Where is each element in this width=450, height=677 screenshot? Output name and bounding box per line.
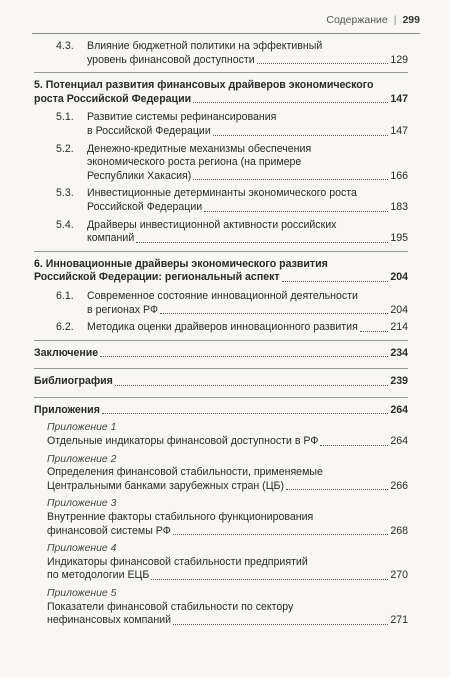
toc-entry-5-1[interactable] — [34, 111, 408, 138]
toc-appendix-1[interactable] — [34, 435, 408, 449]
entry-title-cont: Республики Хакасия) — [87, 169, 192, 182]
appendix-page: 268 — [390, 524, 408, 537]
chapter-title: 5. Потенциал развития финансовых драйверов экономического — [34, 79, 374, 92]
leader-dots — [136, 242, 388, 243]
appendix-page: 264 — [390, 435, 408, 448]
bibliography-page: 239 — [390, 375, 408, 388]
entry-number: 6.1. — [56, 289, 74, 302]
entry-number: 4.3. — [56, 40, 74, 52]
entry-number: 6.2. — [56, 321, 74, 334]
chapter-title-cont: роста Российской Федерации — [34, 92, 192, 105]
running-header — [326, 14, 420, 26]
toc-appendix-4[interactable] — [34, 556, 408, 583]
entry-title-cont: уровень финансовой доступности — [87, 53, 255, 66]
leader-dots — [282, 281, 389, 282]
entry-title-cont: компаний — [87, 232, 135, 245]
appendix-label: Приложение 1 — [47, 422, 117, 434]
toc-entry-4-3[interactable] — [34, 40, 408, 67]
appendices-label: Приложения — [34, 403, 100, 416]
toc-entry-5-3[interactable] — [34, 187, 408, 214]
appendix-title-cont: финансовой системы РФ — [47, 524, 171, 537]
divider — [34, 72, 408, 73]
appendices-page: 264 — [390, 403, 408, 416]
entry-number: 5.2. — [56, 142, 74, 155]
leader-dots — [160, 313, 388, 314]
leader-dots — [193, 102, 388, 103]
table-of-contents — [34, 40, 408, 632]
entry-page: 166 — [390, 169, 408, 182]
header-separator: | — [393, 14, 397, 26]
entry-title: Современное состояние инновационной деятельности — [87, 289, 358, 302]
header-section-title: Содержание — [326, 14, 388, 26]
appendix-page: 270 — [390, 569, 408, 582]
toc-conclusion[interactable] — [34, 347, 408, 361]
divider — [34, 251, 408, 252]
entry-title: Денежно-кредитные механизмы обеспечения — [87, 142, 312, 155]
leader-dots — [102, 413, 388, 414]
divider — [34, 397, 408, 398]
toc-entry-5-2[interactable] — [34, 143, 408, 184]
entry-title-cont: в Российской Федерации — [87, 124, 211, 137]
toc-appendices[interactable] — [34, 404, 408, 418]
appendix-title: Внутренние факторы стабильного функционирования — [47, 511, 314, 524]
entry-title: Влияние бюджетной политики на эффективный — [87, 40, 323, 52]
chapter-page: 204 — [390, 271, 408, 284]
appendix-label: Приложение 2 — [47, 453, 117, 465]
leader-dots — [204, 211, 388, 212]
toc-entry-6-1[interactable] — [34, 290, 408, 317]
leader-dots — [213, 135, 389, 136]
entry-title-cont: экономического роста региона (на примере — [87, 156, 302, 169]
entry-title-cont: Российской Федерации — [87, 200, 203, 213]
chapter-title: 6. Инновационные драйверы экономического развития — [34, 257, 328, 270]
appendix-title-cont: Центральными банками зарубежных стран (ЦБ) — [47, 479, 285, 492]
appendix-label: Приложение 5 — [47, 588, 117, 599]
entry-page: 214 — [390, 321, 408, 334]
header-page-number: 299 — [402, 14, 420, 26]
appendix-title: Индикаторы финансовой стабильности предприятий — [47, 555, 308, 568]
divider — [34, 368, 408, 369]
header-rule — [32, 33, 420, 34]
appendix-title: Определения финансовой стабильности, применяемые — [47, 466, 323, 479]
entry-title-cont: в регионах РФ — [87, 303, 159, 316]
entry-number: 5.1. — [56, 111, 74, 124]
toc-appendix-3[interactable] — [34, 511, 408, 538]
leader-dots — [100, 356, 388, 357]
divider — [34, 340, 408, 341]
chapter-title-cont: Российской Федерации: региональный аспект — [34, 271, 280, 284]
bibliography-label: Библиография — [34, 375, 113, 388]
appendix-label: Приложение 3 — [47, 498, 117, 510]
toc-appendix-2[interactable] — [34, 466, 408, 493]
entry-page: 129 — [390, 53, 408, 66]
appendix-title: Отдельные индикаторы финансовой доступности в РФ — [47, 435, 319, 448]
entry-page: 183 — [390, 200, 408, 213]
entry-title: Инвестиционные детерминанты экономического роста — [87, 187, 357, 200]
toc-entry-5-4[interactable] — [34, 219, 408, 246]
appendix-title: Показатели финансовой стабильности по сектору — [47, 600, 294, 613]
leader-dots — [115, 385, 388, 386]
leader-dots — [193, 179, 388, 180]
conclusion-label: Заключение — [34, 346, 99, 359]
leader-dots — [286, 489, 388, 490]
entry-page: 147 — [390, 124, 408, 137]
entry-title: Развитие системы рефинансирования — [87, 111, 277, 124]
appendix-title-cont: нефинансовых компаний — [47, 614, 172, 627]
entry-page: 204 — [390, 303, 408, 316]
toc-appendix-5[interactable] — [34, 601, 408, 628]
toc-bibliography[interactable] — [34, 375, 408, 389]
leader-dots — [173, 624, 388, 625]
toc-entry-6-2[interactable] — [34, 321, 408, 335]
entry-number: 5.3. — [56, 187, 74, 200]
leader-dots — [320, 445, 388, 446]
conclusion-page: 234 — [390, 346, 408, 359]
toc-chapter-5[interactable] — [34, 79, 408, 106]
leader-dots — [151, 579, 388, 580]
leader-dots — [173, 534, 389, 535]
chapter-page: 147 — [390, 92, 408, 105]
appendix-page: 266 — [390, 479, 408, 492]
toc-chapter-6[interactable] — [34, 258, 408, 285]
leader-dots — [257, 63, 389, 64]
appendix-title-cont: по методологии ЕЦБ — [47, 569, 150, 582]
leader-dots — [360, 331, 389, 332]
entry-title: Методика оценки драйверов инновационного развития — [87, 321, 358, 334]
entry-number: 5.4. — [56, 218, 74, 231]
appendix-page: 271 — [390, 614, 408, 627]
entry-page: 195 — [390, 232, 408, 245]
entry-title: Драйверы инвестиционной активности российских — [87, 218, 337, 231]
appendix-label: Приложение 4 — [47, 543, 117, 555]
